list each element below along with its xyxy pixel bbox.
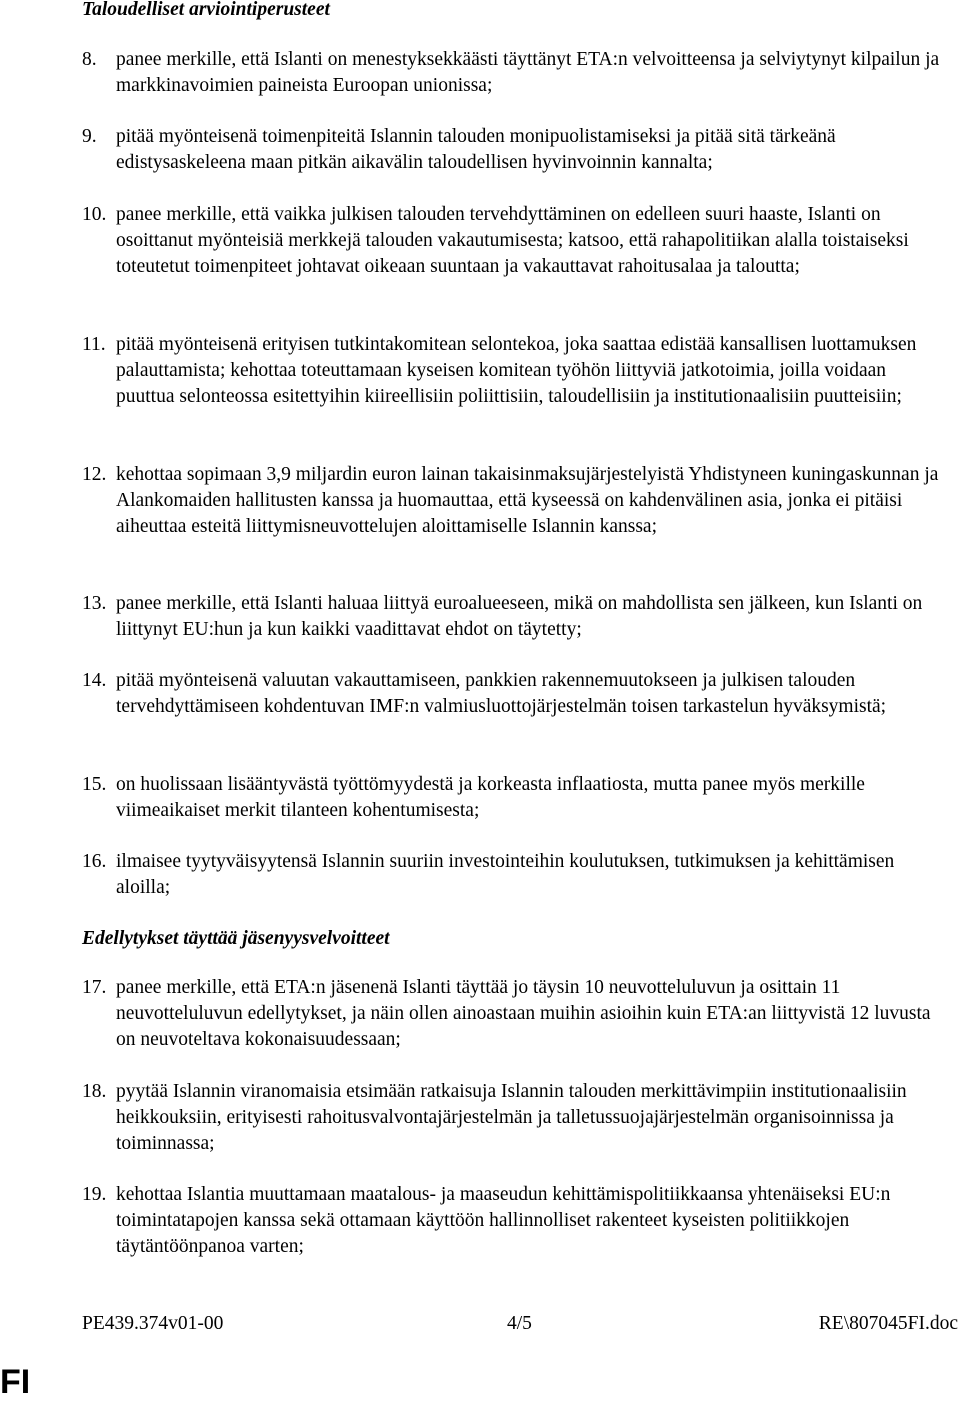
language-code: FI xyxy=(0,1363,31,1401)
paragraph-text: pitää myönteisenä toimenpiteitä Islannin talouden monipuolistamiseksi ja pitää sitä tärkeänä edistysaskeleena maan pitkän aikavälin taloudellisen hyvinvoinnin kannalta; xyxy=(116,126,836,173)
paragraph-number: 14. xyxy=(82,670,107,691)
paragraph-text: pyytää Islannin viranomaisia etsimään ratkaisuja Islannin talouden merkittävimpiin institutionaalisiin heikkouksiin, erityisesti rahoitusvalvontajärjestelmän ja talletussuojajärjestelmän organisoinnissa ja toiminnassa; xyxy=(116,1081,907,1154)
paragraph-12 xyxy=(82,462,948,540)
paragraph-number: 12. xyxy=(82,464,107,485)
paragraph-number: 17. xyxy=(82,977,107,998)
paragraph-text: panee merkille, että vaikka julkisen talouden tervehdyttäminen on edelleen suuri haaste, Islanti on osoittanut myönteisiä merkkejä talouden vakautumisesta; katsoo, että rahapolitiikan alalla toistaiseksi toteutetut toimenpiteet johtavat oikeaan suuntaan ja vakauttavat rahoitusalaa ja taloutta; xyxy=(116,204,909,277)
paragraph-text: pitää myönteisenä valuutan vakauttamiseen, pankkien rakennemuutokseen ja julkisen talouden tervehdyttämiseen kohdentuvan IMF:n valmiusluottojärjestelmän toisen tarkastelun hyväksymistä; xyxy=(116,670,887,717)
paragraph-18 xyxy=(82,1079,948,1157)
paragraph-15 xyxy=(82,772,948,824)
paragraph-text: on huolissaan lisääntyvästä työttömyydestä ja korkeasta inflaatiosta, mutta panee myös merkille viimeaikaiset merkit tilanteen kohentumisesta; xyxy=(116,774,865,821)
paragraph-text: panee merkille, että Islanti haluaa liittyä euroalueeseen, mikä on mahdollista sen jälkeen, kun Islanti on liittynyt EU:hun ja kun kaikki vaadittavat ehdot on täytetty; xyxy=(116,593,923,640)
paragraph-number: 10. xyxy=(82,204,107,225)
paragraph-number: 16. xyxy=(82,851,107,872)
paragraph-number: 11. xyxy=(82,334,106,355)
paragraph-text: panee merkille, että ETA:n jäsenenä Islanti täyttää jo täysin 10 neuvotteluluvun ja osittain 11 neuvotteluluvun edellytykset, ja näin ollen ainoastaan muihin asioihin kuin ETA:an liittyvistä 12 luvusta on neuvoteltava kokonaisuudessaan; xyxy=(116,977,931,1050)
paragraph-text: kehottaa sopimaan 3,9 miljardin euron lainan takaisinmaksujärjestelyistä Yhdistyneen kuningaskunnan ja Alankomaiden hallitusten kanssa ja huomauttaa, että kyseessä on kahdenvälinen asia, jonka ei pitäisi aiheuttaa esteitä liittymisneuvottelujen aloittamiselle Islannin kanssa; xyxy=(116,464,939,537)
footer-document-reference: PE439.374v01-00 xyxy=(82,1313,224,1334)
paragraph-number: 8. xyxy=(82,49,97,70)
section-heading-economic-criteria: Taloudelliset arviointiperusteet xyxy=(82,0,330,20)
paragraph-number: 9. xyxy=(82,126,97,147)
footer-file-reference: RE\807045FI.doc xyxy=(818,1313,958,1334)
paragraph-text: panee merkille, että Islanti on menestyksekkäästi täyttänyt ETA:n velvoitteensa ja selviytynyt kilpailun ja markkinavoimien paineista Euroopan unionissa; xyxy=(116,49,940,96)
footer-page-number: 4/5 xyxy=(507,1313,532,1334)
paragraph-19 xyxy=(82,1182,948,1260)
paragraph-10 xyxy=(82,202,948,280)
paragraph-9 xyxy=(82,124,948,176)
paragraph-text: kehottaa Islantia muuttamaan maatalous- ja maaseudun kehittämispolitiikkaansa yhtenäiseksi EU:n toimintatapojen kanssa sekä ottamaan käyttöön hallinnolliset rakenteet kyseisten politiikkojen täytäntöönpanoa varten; xyxy=(116,1184,891,1257)
paragraph-14 xyxy=(82,668,948,720)
paragraph-number: 18. xyxy=(82,1081,107,1102)
paragraph-13 xyxy=(82,591,948,643)
paragraph-11 xyxy=(82,332,948,410)
paragraph-text: ilmaisee tyytyväisyytensä Islannin suuriin investointeihin koulutuksen, tutkimuksen ja kehittämisen aloilla; xyxy=(116,851,895,898)
paragraph-16 xyxy=(82,849,948,901)
paragraph-number: 19. xyxy=(82,1184,107,1205)
paragraph-text: pitää myönteisenä erityisen tutkintakomitean selontekoa, joka saattaa edistää kansallisen luottamuksen palauttamista; kehottaa toteuttamaan kyseisen komitean työhön liittyviä jatkotoimia, joilla voidaan puuttua selonteossa esitettyihin kiireellisiin poliittisiin, taloudellisiin ja institutionaalisiin puutteisiin; xyxy=(116,334,917,407)
paragraph-8 xyxy=(82,47,948,99)
paragraph-number: 13. xyxy=(82,593,107,614)
section-heading-membership-obligations: Edellytykset täyttää jäsenyysvelvoitteet xyxy=(82,928,390,949)
paragraph-number: 15. xyxy=(82,774,107,795)
paragraph-17 xyxy=(82,975,948,1053)
